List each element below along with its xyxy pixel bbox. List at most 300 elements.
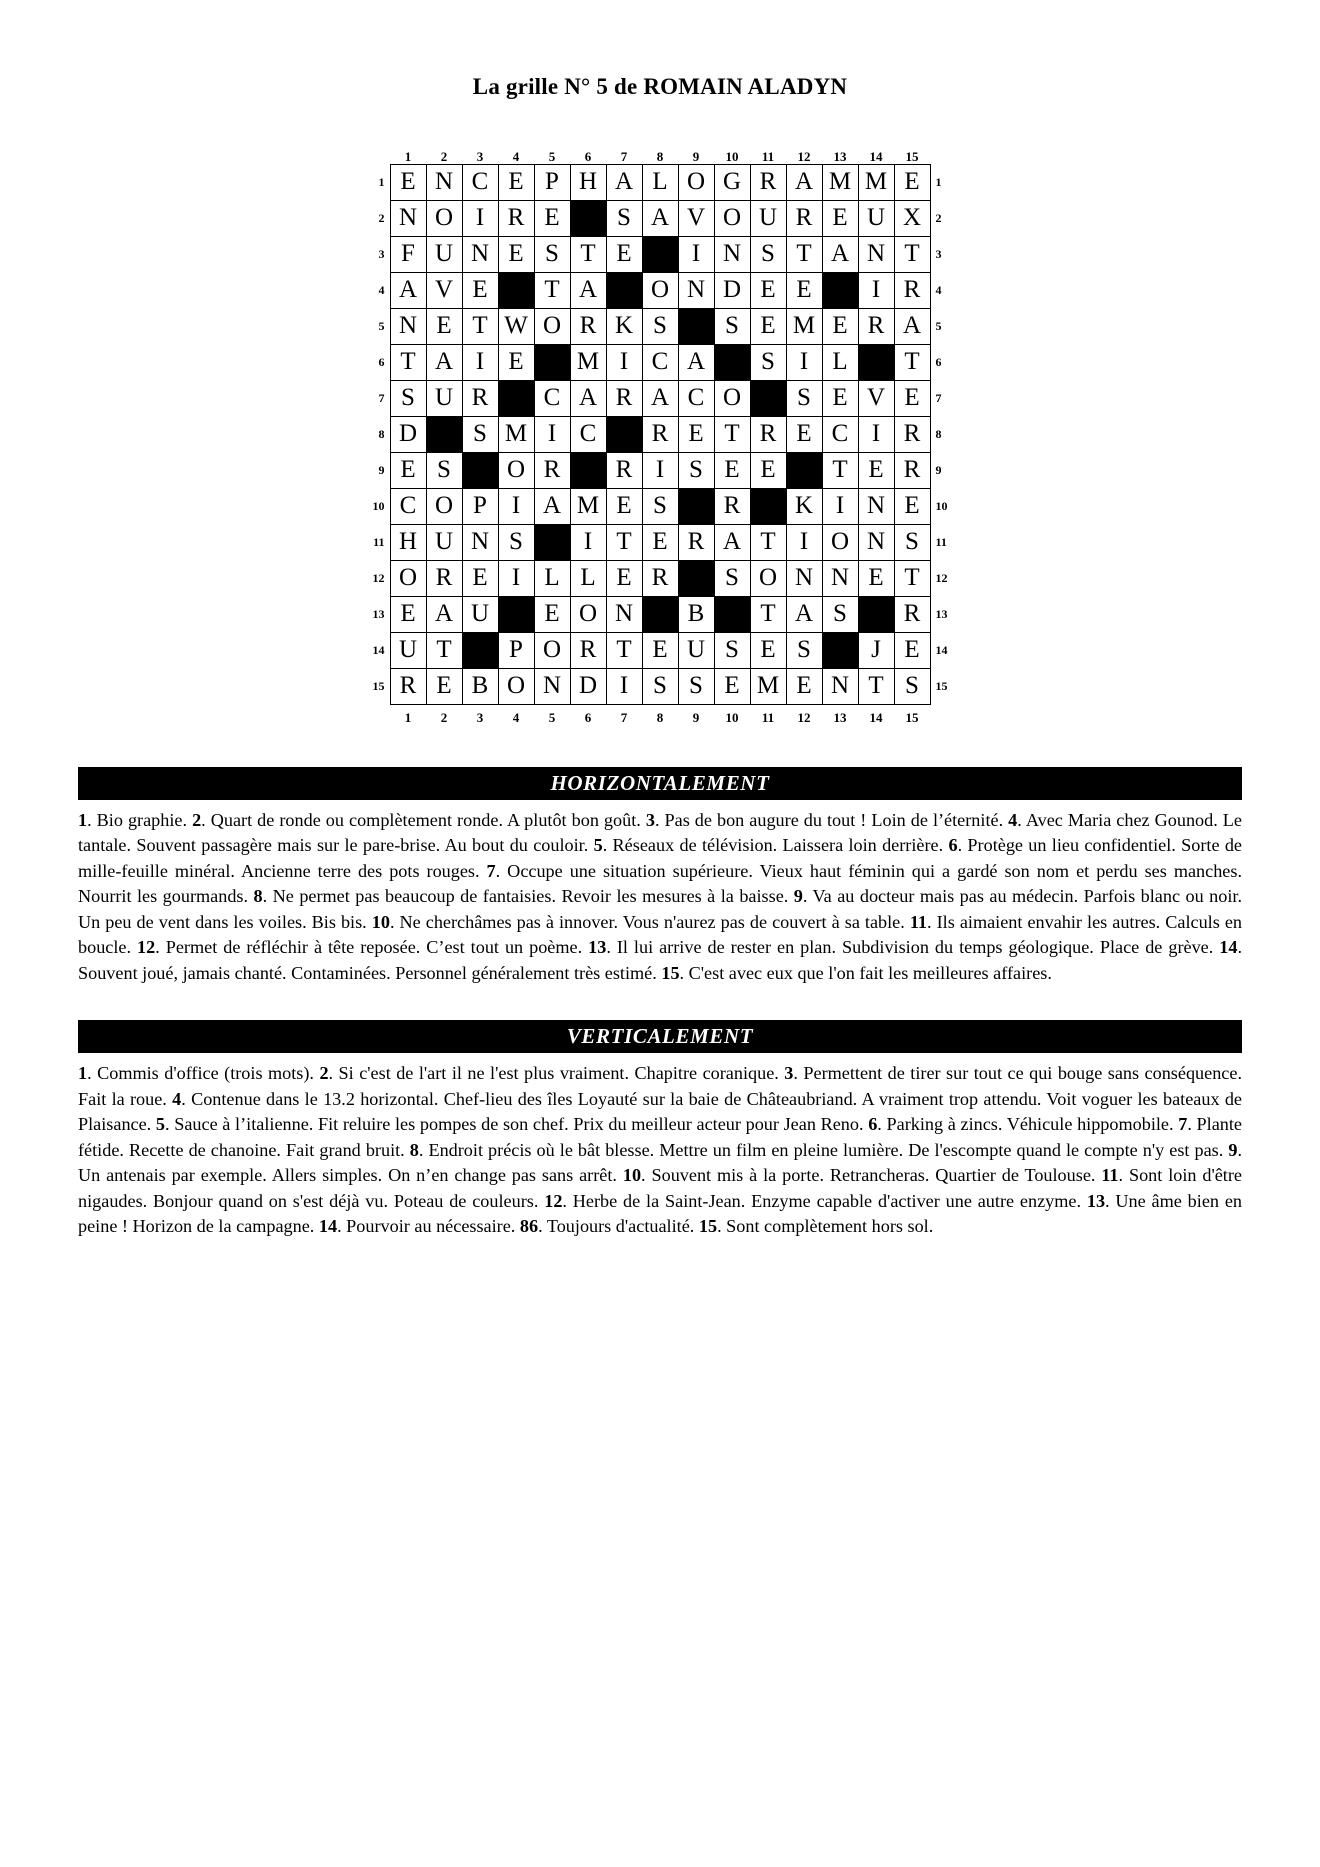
grid-cell-letter[interactable]: R bbox=[462, 380, 498, 416]
column-header-bottom-12: 12 bbox=[797, 709, 811, 725]
grid-cell-letter[interactable]: I bbox=[858, 272, 894, 308]
column-header-4: 4 bbox=[512, 148, 520, 164]
grid-cell-letter[interactable]: B bbox=[462, 668, 498, 704]
grid-row bbox=[368, 164, 952, 200]
row-header-right-1: 1 bbox=[935, 174, 942, 189]
grid-cell-letter[interactable]: M bbox=[570, 344, 606, 380]
grid-cell-letter[interactable]: E bbox=[606, 488, 642, 524]
grid-cell-letter[interactable]: S bbox=[786, 632, 822, 668]
grid-cell-letter[interactable]: N bbox=[822, 668, 858, 704]
grid-cell-letter[interactable]: N bbox=[426, 164, 462, 200]
grid-cell-black bbox=[570, 200, 606, 236]
row-header-left-8: 8 bbox=[378, 426, 385, 441]
grid-cell-letter[interactable]: R bbox=[750, 416, 786, 452]
grid-cell-letter[interactable]: O bbox=[498, 452, 534, 488]
grid-cell-letter[interactable]: O bbox=[642, 272, 678, 308]
grid-cell-letter[interactable]: O bbox=[714, 380, 750, 416]
grid-cell-black bbox=[606, 272, 642, 308]
grid-cell-letter[interactable]: H bbox=[570, 164, 606, 200]
grid-cell-letter[interactable]: C bbox=[822, 416, 858, 452]
grid-cell-letter[interactable]: C bbox=[534, 380, 570, 416]
grid-cell-letter[interactable]: S bbox=[426, 452, 462, 488]
grid-cell-letter[interactable]: N bbox=[714, 236, 750, 272]
grid-cell-letter[interactable]: K bbox=[786, 488, 822, 524]
grid-cell-letter[interactable]: S bbox=[534, 236, 570, 272]
grid-cell-letter[interactable]: T bbox=[390, 344, 426, 380]
grid-cell-letter[interactable]: E bbox=[750, 452, 786, 488]
grid-cell-letter[interactable]: R bbox=[750, 164, 786, 200]
column-header-bottom-2: 2 bbox=[440, 709, 448, 725]
grid-cell-letter[interactable]: T bbox=[858, 668, 894, 704]
grid-cell-letter[interactable]: E bbox=[498, 236, 534, 272]
grid-cell-letter[interactable]: N bbox=[534, 668, 570, 704]
grid-cell-letter[interactable]: R bbox=[426, 560, 462, 596]
grid-cell-black bbox=[498, 380, 534, 416]
grid-cell-letter[interactable]: S bbox=[894, 524, 930, 560]
grid-row bbox=[368, 488, 952, 524]
column-header-6: 6 bbox=[584, 148, 592, 164]
grid-cell-letter[interactable]: P bbox=[534, 164, 570, 200]
row-header-right-9: 9 bbox=[935, 462, 942, 477]
grid-cell-black bbox=[858, 344, 894, 380]
grid-cell-letter[interactable]: N bbox=[858, 524, 894, 560]
grid-cell-letter[interactable]: S bbox=[390, 380, 426, 416]
horizontal-clues-section bbox=[78, 767, 1242, 987]
column-header-14: 14 bbox=[869, 148, 883, 164]
grid-cell-black bbox=[750, 488, 786, 524]
grid-cell-letter[interactable]: I bbox=[642, 452, 678, 488]
grid-cell-letter[interactable]: E bbox=[894, 380, 930, 416]
grid-cell-letter[interactable]: I bbox=[786, 344, 822, 380]
grid-row bbox=[368, 452, 952, 488]
grid-cell-letter[interactable]: D bbox=[714, 272, 750, 308]
column-header-1: 1 bbox=[404, 148, 412, 164]
grid-cell-letter[interactable]: T bbox=[606, 524, 642, 560]
row-header-right-14: 14 bbox=[935, 642, 948, 657]
grid-cell-black bbox=[642, 236, 678, 272]
grid-cell-letter[interactable]: N bbox=[606, 596, 642, 632]
grid-cell-letter[interactable]: E bbox=[894, 164, 930, 200]
grid-cell-black bbox=[426, 416, 462, 452]
grid-cell-letter[interactable]: E bbox=[534, 596, 570, 632]
column-header-bottom-7: 7 bbox=[620, 709, 628, 725]
grid-cell-letter[interactable]: S bbox=[714, 308, 750, 344]
vertical-heading: VERTICALEMENT bbox=[78, 1020, 1242, 1053]
grid-cell-letter[interactable]: E bbox=[498, 344, 534, 380]
grid-cell-letter[interactable]: S bbox=[714, 560, 750, 596]
grid-cell-letter[interactable]: T bbox=[894, 560, 930, 596]
grid-cell-letter[interactable]: E bbox=[498, 164, 534, 200]
grid-cell-letter[interactable]: I bbox=[822, 488, 858, 524]
column-header-12: 12 bbox=[797, 148, 811, 164]
grid-cell-letter[interactable]: T bbox=[462, 308, 498, 344]
grid-row bbox=[368, 344, 952, 380]
grid-cell-letter[interactable]: S bbox=[678, 668, 714, 704]
grid-cell-letter[interactable]: E bbox=[894, 632, 930, 668]
grid-cell-letter[interactable]: N bbox=[786, 560, 822, 596]
grid-cell-letter[interactable]: D bbox=[390, 416, 426, 452]
column-header-2: 2 bbox=[440, 148, 448, 164]
grid-cell-letter[interactable]: U bbox=[426, 236, 462, 272]
grid-cell-letter[interactable]: C bbox=[678, 380, 714, 416]
grid-cell-letter[interactable]: R bbox=[678, 524, 714, 560]
grid-corner bbox=[930, 704, 952, 725]
grid-cell-black bbox=[678, 488, 714, 524]
grid-cell-letter[interactable]: V bbox=[678, 200, 714, 236]
grid-corner bbox=[930, 144, 952, 164]
column-header-11: 11 bbox=[761, 148, 775, 164]
grid-row bbox=[368, 632, 952, 668]
grid-cell-letter[interactable]: U bbox=[678, 632, 714, 668]
grid-cell-letter[interactable]: A bbox=[822, 236, 858, 272]
grid-cell-black bbox=[642, 596, 678, 632]
grid-cell-letter[interactable]: U bbox=[462, 596, 498, 632]
row-header-left-10: 10 bbox=[372, 498, 385, 513]
grid-row bbox=[368, 236, 952, 272]
grid-cell-letter[interactable]: L bbox=[822, 344, 858, 380]
grid-cell-letter[interactable]: T bbox=[786, 236, 822, 272]
grid-cell-letter[interactable]: I bbox=[462, 344, 498, 380]
row-header-left-14: 14 bbox=[372, 642, 385, 657]
grid-cell-letter[interactable]: O bbox=[534, 632, 570, 668]
grid-cell-letter[interactable]: R bbox=[498, 200, 534, 236]
grid-cell-letter[interactable]: N bbox=[858, 236, 894, 272]
grid-cell-letter[interactable]: J bbox=[858, 632, 894, 668]
grid-cell-black bbox=[498, 596, 534, 632]
grid-cell-letter[interactable]: T bbox=[570, 236, 606, 272]
grid-cell-letter[interactable]: W bbox=[498, 308, 534, 344]
column-header-bottom-14: 14 bbox=[869, 709, 883, 725]
grid-cell-letter[interactable]: X bbox=[894, 200, 930, 236]
grid-cell-letter[interactable]: E bbox=[822, 200, 858, 236]
grid-cell-letter[interactable]: U bbox=[390, 632, 426, 668]
grid-cell-letter[interactable]: A bbox=[570, 380, 606, 416]
row-header-left-9: 9 bbox=[378, 462, 385, 477]
row-header-left-7: 7 bbox=[378, 390, 385, 405]
grid-cell-letter[interactable]: I bbox=[498, 488, 534, 524]
grid-cell-letter[interactable]: I bbox=[498, 560, 534, 596]
grid-cell-black bbox=[606, 416, 642, 452]
grid-cell-letter[interactable]: O bbox=[534, 308, 570, 344]
grid-cell-letter[interactable]: L bbox=[570, 560, 606, 596]
grid-cell-black bbox=[678, 308, 714, 344]
grid-cell-letter[interactable]: V bbox=[858, 380, 894, 416]
grid-cell-letter[interactable]: A bbox=[642, 380, 678, 416]
crossword-grid[interactable] bbox=[368, 144, 952, 725]
grid-cell-letter[interactable]: C bbox=[390, 488, 426, 524]
grid-cell-letter[interactable]: S bbox=[462, 416, 498, 452]
grid-cell-letter[interactable]: I bbox=[570, 524, 606, 560]
grid-cell-black bbox=[498, 272, 534, 308]
grid-cell-letter[interactable]: S bbox=[642, 668, 678, 704]
grid-cell-letter[interactable]: S bbox=[606, 200, 642, 236]
grid-cell-black bbox=[714, 344, 750, 380]
grid-cell-letter[interactable]: E bbox=[462, 560, 498, 596]
grid-cell-letter[interactable]: N bbox=[462, 236, 498, 272]
row-header-right-2: 2 bbox=[935, 210, 942, 225]
grid-cell-letter[interactable]: O bbox=[822, 524, 858, 560]
grid-cell-black bbox=[714, 596, 750, 632]
grid-row bbox=[368, 668, 952, 704]
grid-cell-letter[interactable]: E bbox=[606, 236, 642, 272]
grid-cell-letter[interactable]: S bbox=[642, 308, 678, 344]
grid-row bbox=[368, 596, 952, 632]
row-header-right-10: 10 bbox=[935, 498, 948, 513]
grid-cell-letter[interactable]: G bbox=[714, 164, 750, 200]
grid-cell-letter[interactable]: E bbox=[606, 560, 642, 596]
grid-cell-letter[interactable]: I bbox=[462, 200, 498, 236]
grid-cell-letter[interactable]: T bbox=[750, 596, 786, 632]
grid-cell-letter[interactable]: O bbox=[426, 200, 462, 236]
grid-cell-letter[interactable]: A bbox=[390, 272, 426, 308]
grid-cell-letter[interactable]: R bbox=[894, 452, 930, 488]
page-title: La grille N° 5 de ROMAIN ALADYN bbox=[472, 74, 848, 99]
row-header-right-3: 3 bbox=[935, 246, 942, 261]
column-header-bottom-4: 4 bbox=[512, 709, 520, 725]
column-header-bottom-8: 8 bbox=[656, 709, 664, 725]
grid-cell-letter[interactable]: S bbox=[750, 344, 786, 380]
grid-cell-letter[interactable]: I bbox=[534, 416, 570, 452]
grid-cell-letter[interactable]: C bbox=[642, 344, 678, 380]
row-header-right-4: 4 bbox=[935, 282, 942, 297]
grid-cell-letter[interactable]: P bbox=[498, 632, 534, 668]
row-header-left-3: 3 bbox=[378, 246, 385, 261]
grid-cell-letter[interactable]: N bbox=[858, 488, 894, 524]
grid-cell-letter[interactable]: R bbox=[642, 416, 678, 452]
grid-cell-letter[interactable]: R bbox=[894, 596, 930, 632]
row-header-left-11: 11 bbox=[373, 534, 385, 549]
column-header-bottom-10: 10 bbox=[725, 709, 739, 725]
grid-cell-letter[interactable]: E bbox=[858, 560, 894, 596]
grid-cell-letter[interactable]: T bbox=[426, 632, 462, 668]
column-header-3: 3 bbox=[476, 148, 484, 164]
column-header-13: 13 bbox=[833, 148, 847, 164]
grid-cell-letter[interactable]: R bbox=[570, 308, 606, 344]
grid-cell-letter[interactable]: E bbox=[786, 668, 822, 704]
grid-cell-letter[interactable]: S bbox=[822, 596, 858, 632]
column-header-bottom-15: 15 bbox=[905, 709, 919, 725]
grid-cell-letter[interactable]: S bbox=[642, 488, 678, 524]
row-header-right-12: 12 bbox=[935, 570, 948, 585]
grid-cell-letter[interactable]: O bbox=[570, 596, 606, 632]
grid-cell-letter[interactable]: S bbox=[786, 380, 822, 416]
column-header-bottom-6: 6 bbox=[584, 709, 592, 725]
grid-cell-letter[interactable]: A bbox=[714, 524, 750, 560]
row-header-left-4: 4 bbox=[378, 282, 385, 297]
grid-cell-letter[interactable]: I bbox=[858, 416, 894, 452]
grid-cell-letter[interactable]: E bbox=[642, 524, 678, 560]
grid-cell-letter[interactable]: E bbox=[750, 272, 786, 308]
grid-cell-letter[interactable]: R bbox=[606, 380, 642, 416]
grid-cell-letter[interactable]: S bbox=[894, 668, 930, 704]
grid-cell-letter[interactable]: B bbox=[678, 596, 714, 632]
row-header-left-15: 15 bbox=[372, 678, 385, 693]
column-header-10: 10 bbox=[725, 148, 739, 164]
grid-cell-letter[interactable]: E bbox=[678, 416, 714, 452]
grid-cell-letter[interactable]: E bbox=[786, 416, 822, 452]
grid-cell-letter[interactable]: E bbox=[750, 632, 786, 668]
grid-cell-letter[interactable]: N bbox=[678, 272, 714, 308]
column-header-15: 15 bbox=[905, 148, 919, 164]
grid-cell-letter[interactable]: R bbox=[714, 488, 750, 524]
grid-cell-letter[interactable]: O bbox=[714, 200, 750, 236]
horizontal-heading: HORIZONTALEMENT bbox=[78, 767, 1242, 800]
grid-cell-letter[interactable]: E bbox=[390, 596, 426, 632]
grid-cell-letter[interactable]: T bbox=[606, 632, 642, 668]
row-header-right-7: 7 bbox=[935, 390, 942, 405]
row-header-left-1: 1 bbox=[378, 174, 385, 189]
grid-cell-letter[interactable]: A bbox=[534, 488, 570, 524]
grid-row bbox=[368, 560, 952, 596]
grid-cell-letter[interactable]: S bbox=[714, 632, 750, 668]
column-header-9: 9 bbox=[692, 148, 700, 164]
grid-cell-letter[interactable]: E bbox=[390, 452, 426, 488]
grid-cell-letter[interactable]: R bbox=[606, 452, 642, 488]
grid-cell-letter[interactable]: S bbox=[498, 524, 534, 560]
grid-cell-letter[interactable]: R bbox=[570, 632, 606, 668]
column-header-bottom-3: 3 bbox=[476, 709, 484, 725]
grid-cell-letter[interactable]: T bbox=[750, 524, 786, 560]
grid-cell-letter[interactable]: S bbox=[678, 452, 714, 488]
grid-cell-letter[interactable]: E bbox=[642, 632, 678, 668]
grid-cell-black bbox=[534, 344, 570, 380]
grid-cell-black bbox=[570, 452, 606, 488]
grid-cell-letter[interactable]: U bbox=[426, 524, 462, 560]
grid-cell-letter[interactable]: M bbox=[750, 668, 786, 704]
grid-cell-letter[interactable]: N bbox=[822, 560, 858, 596]
vertical-clues-section bbox=[78, 1020, 1242, 1240]
grid-cell-letter[interactable]: A bbox=[786, 596, 822, 632]
row-header-right-5: 5 bbox=[935, 318, 942, 333]
grid-cell-letter[interactable]: A bbox=[426, 344, 462, 380]
grid-cell-letter[interactable]: T bbox=[534, 272, 570, 308]
grid-cell-letter[interactable]: T bbox=[894, 236, 930, 272]
grid-cell-letter[interactable]: E bbox=[822, 308, 858, 344]
row-header-left-5: 5 bbox=[378, 318, 385, 333]
grid-cell-letter[interactable]: D bbox=[570, 668, 606, 704]
row-header-left-12: 12 bbox=[372, 570, 385, 585]
row-header-left-2: 2 bbox=[378, 210, 385, 225]
grid-corner bbox=[368, 704, 390, 725]
grid-cell-letter[interactable]: R bbox=[390, 668, 426, 704]
grid-cell-letter[interactable]: E bbox=[858, 452, 894, 488]
grid-cell-letter[interactable]: I bbox=[606, 344, 642, 380]
column-header-bottom-1: 1 bbox=[404, 709, 412, 725]
grid-cell-letter[interactable]: A bbox=[642, 200, 678, 236]
grid-cell-letter[interactable]: N bbox=[390, 308, 426, 344]
grid-cell-black bbox=[534, 524, 570, 560]
grid-cell-letter[interactable]: O bbox=[678, 164, 714, 200]
grid-cell-letter[interactable]: I bbox=[606, 668, 642, 704]
grid-cell-black bbox=[462, 452, 498, 488]
grid-cell-letter[interactable]: M bbox=[822, 164, 858, 200]
grid-cell-letter[interactable]: S bbox=[750, 236, 786, 272]
grid-cell-letter[interactable]: E bbox=[750, 308, 786, 344]
grid-cell-letter[interactable]: O bbox=[426, 488, 462, 524]
grid-cell-letter[interactable]: R bbox=[858, 308, 894, 344]
grid-cell-letter[interactable]: E bbox=[426, 668, 462, 704]
grid-cell-letter[interactable]: A bbox=[570, 272, 606, 308]
grid-cell-letter[interactable]: I bbox=[786, 524, 822, 560]
grid-cell-letter[interactable]: R bbox=[642, 560, 678, 596]
grid-cell-letter[interactable]: O bbox=[750, 560, 786, 596]
row-header-left-13: 13 bbox=[372, 606, 385, 621]
grid-cell-letter[interactable]: L bbox=[642, 164, 678, 200]
grid-cell-black bbox=[822, 272, 858, 308]
grid-cell-letter[interactable]: T bbox=[822, 452, 858, 488]
grid-cell-letter[interactable]: O bbox=[390, 560, 426, 596]
grid-cell-letter[interactable]: R bbox=[894, 416, 930, 452]
column-header-bottom-13: 13 bbox=[833, 709, 847, 725]
column-header-5: 5 bbox=[548, 148, 556, 164]
row-header-right-15: 15 bbox=[935, 678, 948, 693]
grid-cell-letter[interactable]: K bbox=[606, 308, 642, 344]
grid-cell-letter[interactable]: P bbox=[462, 488, 498, 524]
grid-cell-letter[interactable]: E bbox=[894, 488, 930, 524]
column-header-row-bottom bbox=[368, 704, 952, 725]
grid-row bbox=[368, 200, 952, 236]
grid-cell-letter[interactable]: F bbox=[390, 236, 426, 272]
grid-cell-letter[interactable]: E bbox=[714, 452, 750, 488]
grid-cell-letter[interactable]: E bbox=[390, 164, 426, 200]
grid-cell-letter[interactable]: V bbox=[426, 272, 462, 308]
grid-cell-letter[interactable]: U bbox=[750, 200, 786, 236]
grid-cell-letter[interactable]: I bbox=[678, 236, 714, 272]
grid-row bbox=[368, 416, 952, 452]
grid-cell-letter[interactable]: E bbox=[534, 200, 570, 236]
column-header-bottom-9: 9 bbox=[692, 709, 700, 725]
grid-cell-letter[interactable]: E bbox=[822, 380, 858, 416]
column-header-bottom-11: 11 bbox=[761, 709, 775, 725]
grid-cell-letter[interactable]: N bbox=[390, 200, 426, 236]
grid-cell-letter[interactable]: A bbox=[426, 596, 462, 632]
grid-cell-letter[interactable]: A bbox=[678, 344, 714, 380]
row-header-right-13: 13 bbox=[935, 606, 948, 621]
grid-cell-letter[interactable]: R bbox=[534, 452, 570, 488]
grid-cell-letter[interactable]: C bbox=[462, 164, 498, 200]
column-header-7: 7 bbox=[620, 148, 628, 164]
column-header-row-top bbox=[368, 144, 952, 164]
row-header-right-8: 8 bbox=[935, 426, 942, 441]
grid-cell-letter[interactable]: E bbox=[714, 668, 750, 704]
grid-cell-letter[interactable]: E bbox=[426, 308, 462, 344]
grid-cell-letter[interactable]: A bbox=[894, 308, 930, 344]
grid-cell-letter[interactable]: T bbox=[894, 344, 930, 380]
grid-cell-letter[interactable]: M bbox=[786, 308, 822, 344]
grid-cell-letter[interactable]: A bbox=[606, 164, 642, 200]
column-header-bottom-5: 5 bbox=[548, 709, 556, 725]
grid-cell-letter[interactable]: L bbox=[534, 560, 570, 596]
grid-cell-letter[interactable]: O bbox=[498, 668, 534, 704]
grid-cell-letter[interactable]: E bbox=[462, 272, 498, 308]
grid-cell-black bbox=[858, 596, 894, 632]
grid-cell-letter[interactable]: R bbox=[894, 272, 930, 308]
grid-cell-black bbox=[786, 452, 822, 488]
grid-cell-letter[interactable]: T bbox=[714, 416, 750, 452]
grid-cell-letter[interactable]: E bbox=[786, 272, 822, 308]
grid-row bbox=[368, 308, 952, 344]
grid-cell-letter[interactable]: R bbox=[786, 200, 822, 236]
grid-cell-letter[interactable]: C bbox=[570, 416, 606, 452]
grid-cell-letter[interactable]: U bbox=[426, 380, 462, 416]
grid-cell-letter[interactable]: M bbox=[498, 416, 534, 452]
grid-cell-letter[interactable]: H bbox=[390, 524, 426, 560]
grid-cell-letter[interactable]: N bbox=[462, 524, 498, 560]
grid-cell-letter[interactable]: M bbox=[570, 488, 606, 524]
grid-cell-letter[interactable]: M bbox=[858, 164, 894, 200]
grid-cell-letter[interactable]: A bbox=[786, 164, 822, 200]
grid-cell-letter[interactable]: U bbox=[858, 200, 894, 236]
